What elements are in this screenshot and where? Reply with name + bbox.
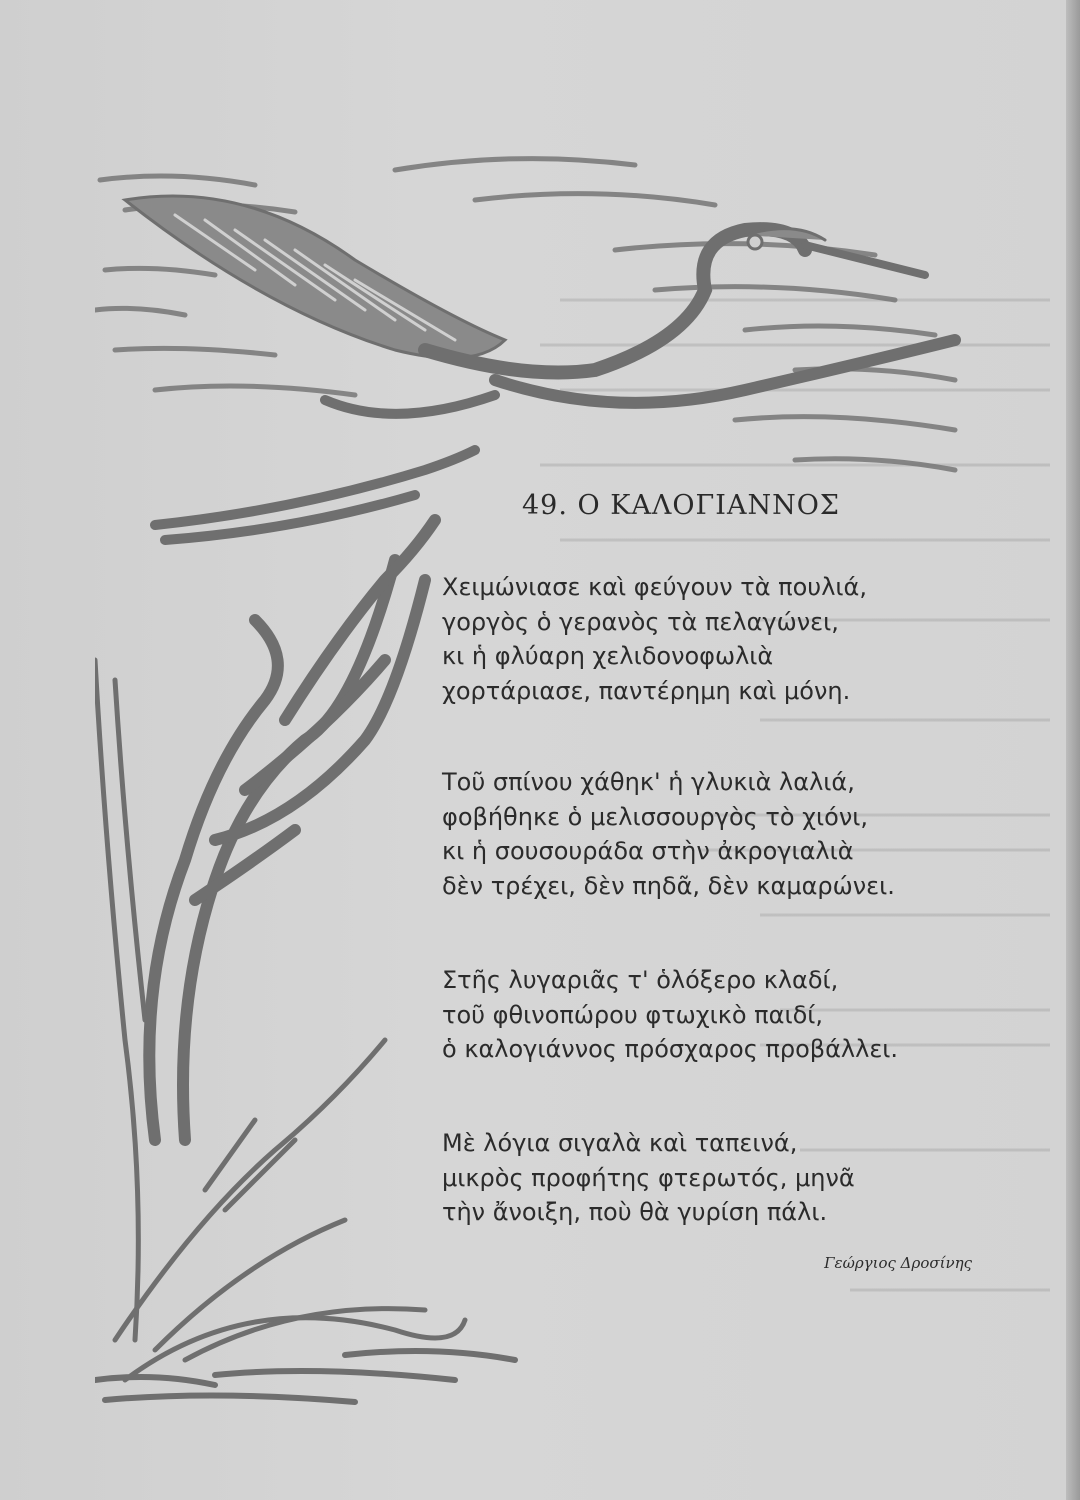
poem-line: Στῆς λυγαριᾶς τ' ὁλόξερο κλαδί,	[442, 966, 839, 994]
tree-trunk	[149, 520, 435, 1140]
stanza-3	[442, 963, 898, 1067]
stanza-1	[442, 570, 867, 708]
poem-line: τοῦ φθινοπώρου φτωχικὸ παιδί,	[442, 1000, 823, 1029]
poem-line: μικρὸς προφήτης φτερωτός, μηνᾶ	[442, 1163, 855, 1192]
poem-line: τὴν ἄνοιξη, ποὺ θὰ γυρίση πάλι.	[442, 1198, 828, 1226]
poem-author: Γεώργιος Δροσίνης	[824, 1254, 972, 1272]
stanza-2	[442, 765, 895, 903]
stanza-4	[442, 1126, 855, 1230]
poem-line: φοβήθηκε ὁ μελισσουργὸς τὸ χιόνι,	[442, 802, 868, 831]
poem-line: Μὲ λόγια σιγαλὰ καὶ ταπεινά,	[442, 1129, 798, 1157]
poem-line: χορτάριασε, παντέρημη καὶ μόνη.	[442, 676, 851, 705]
poem-line: Χειμώνιασε καὶ φεύγουν τὰ πουλιά,	[442, 573, 867, 601]
poem-line: γοργὸς ὁ γερανὸς τὰ πελαγώνει,	[442, 607, 839, 636]
page-edge-shadow	[1066, 0, 1080, 1500]
poem-line: δὲν τρέχει, δὲν πηδᾶ, δὲν καμαρώνει.	[442, 871, 895, 900]
poem-title: 49. Ο ΚΑΛΟΓΙΑΝΝΟΣ	[522, 490, 840, 521]
heron-wing	[125, 196, 505, 358]
poem-line: ὁ καλογιάννος πρόσχαρος προβάλλει.	[442, 1035, 899, 1063]
poem-line: κι ἡ σουσουράδα στὴν ἀκρογιαλιὰ	[442, 837, 854, 865]
poem-line: κι ἡ φλύαρη χελιδονοφωλιὰ	[442, 642, 774, 670]
poem-line: Τοῦ σπίνου χάθηκ' ἡ γλυκιὰ λαλιά,	[442, 768, 855, 796]
